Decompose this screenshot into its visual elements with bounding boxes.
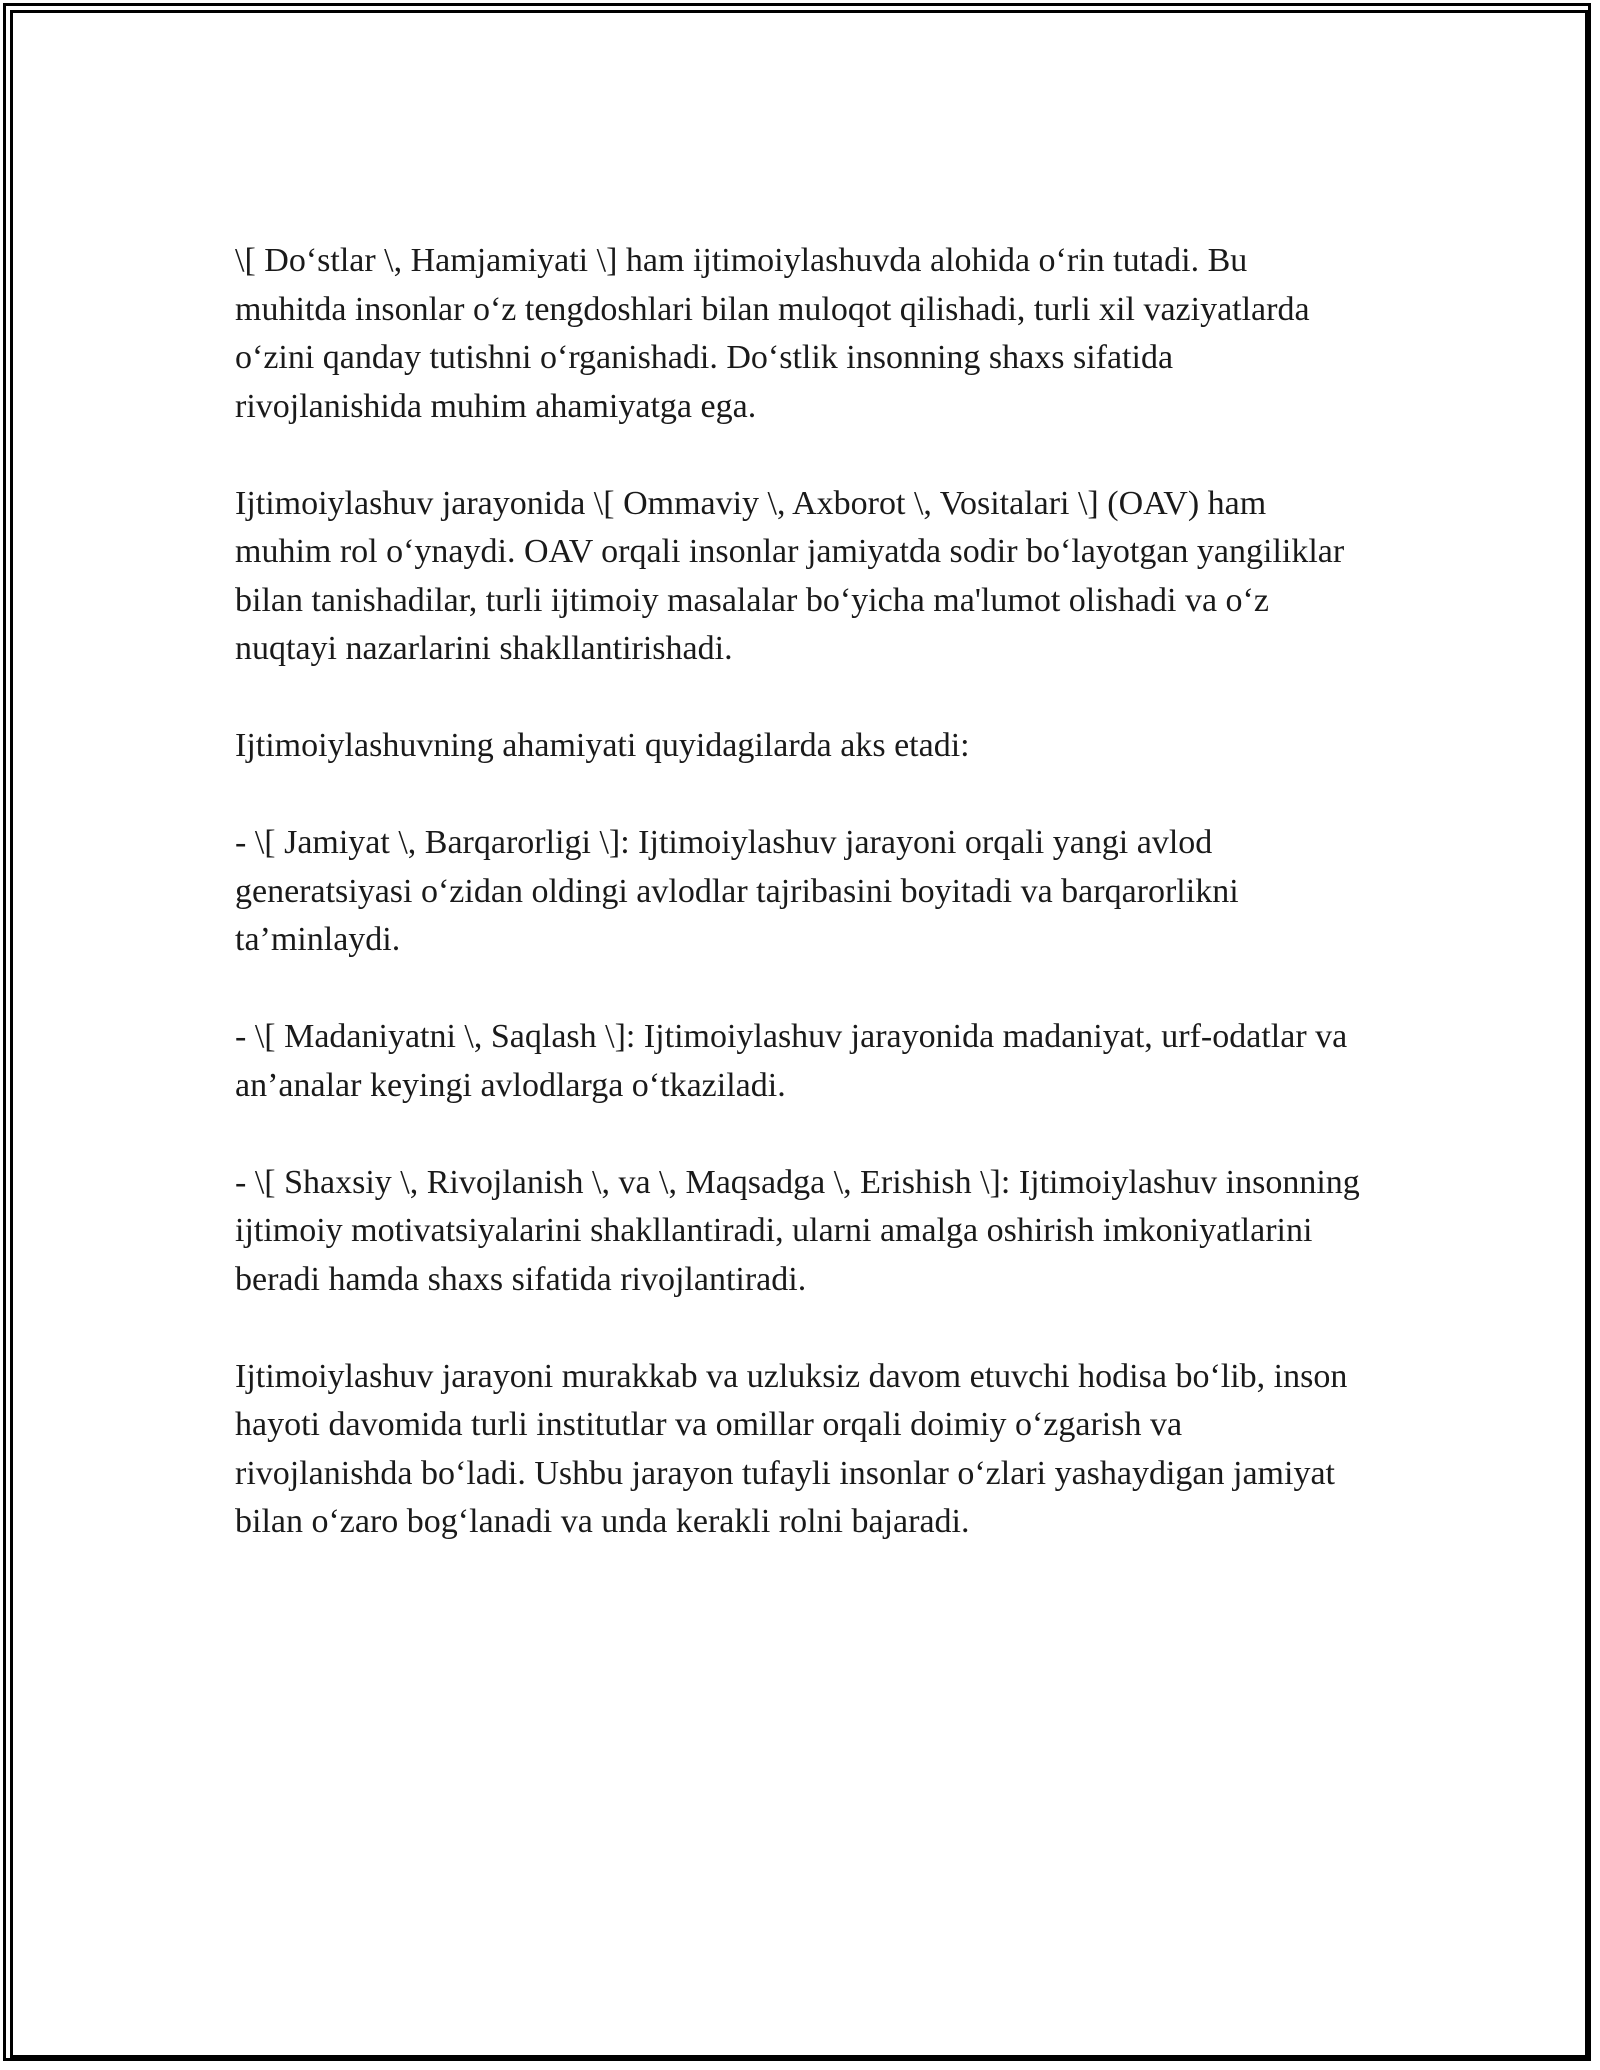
list-item-culture-preservation: - \[ Madaniyatni \, Saqlash \]: Ijtimoiylashuv jarayonida madaniyat, urf-odatlar va an’analar keyingi avlodlarga o‘tkaziladi. xyxy=(235,1018,1348,1104)
paragraph-importance-intro: Ijtimoiylashuvning ahamiyati quyidagilarda aks etadi: xyxy=(235,727,970,764)
paragraph-conclusion: Ijtimoiylashuv jarayoni murakkab va uzluksiz davom etuvchi hodisa bo‘lib, inson hayoti davomida turli institutlar va omillar orqali doimiy o‘zgarish va rivojlanishda bo‘ladi. Ushbu jarayon tufayli insonlar o‘zlari yashaydigan jamiyat bilan o‘zaro bog‘lanadi va unda kerakli rolni bajaradi. xyxy=(235,1357,1348,1540)
paragraph-friends-community: \[ Do‘stlar \, Hamjamiyati \] ham ijtimoiylashuvda alohida o‘rin tutadi. Bu muhitda insonlar o‘z tengdoshlari bilan muloqot qilishadi, turli xil vaziyatlarda o‘zini qanday tutishni o‘rganishadi. Do‘stlik insonning shaxs sifatida rivojlanishida muhim ahamiyatga ega. xyxy=(235,242,1310,425)
list-item-society-stability: - \[ Jamiyat \, Barqarorligi \]: Ijtimoiylashuv jarayoni orqali yangi avlod generatsiyasi o‘zidan oldingi avlodlar tajribasini boyitadi va barqarorlikni ta’minlaydi. xyxy=(235,824,1239,958)
document-body xyxy=(235,237,1365,1595)
paragraph-mass-media: Ijtimoiylashuv jarayonida \[ Ommaviy \, Axborot \, Vositalari \] (OAV) ham muhim rol o‘ynaydi. OAV orqali insonlar jamiyatda sodir bo‘layotgan yangiliklar bilan tanishadilar, turli ijtimoiy masalalar bo‘yicha ma'lumot olishadi va o‘z nuqtayi nazarlarini shakllantirishadi. xyxy=(235,484,1345,667)
list-item-personal-development: - \[ Shaxsiy \, Rivojlanish \, va \, Maqsadga \, Erishish \]: Ijtimoiylashuv insonning ijtimoiy motivatsiyalarini shakllantiradi, ularni amalga oshirish imkoniyatlarini beradi hamda shaxs sifatida rivojlantiradi. xyxy=(235,1163,1360,1298)
